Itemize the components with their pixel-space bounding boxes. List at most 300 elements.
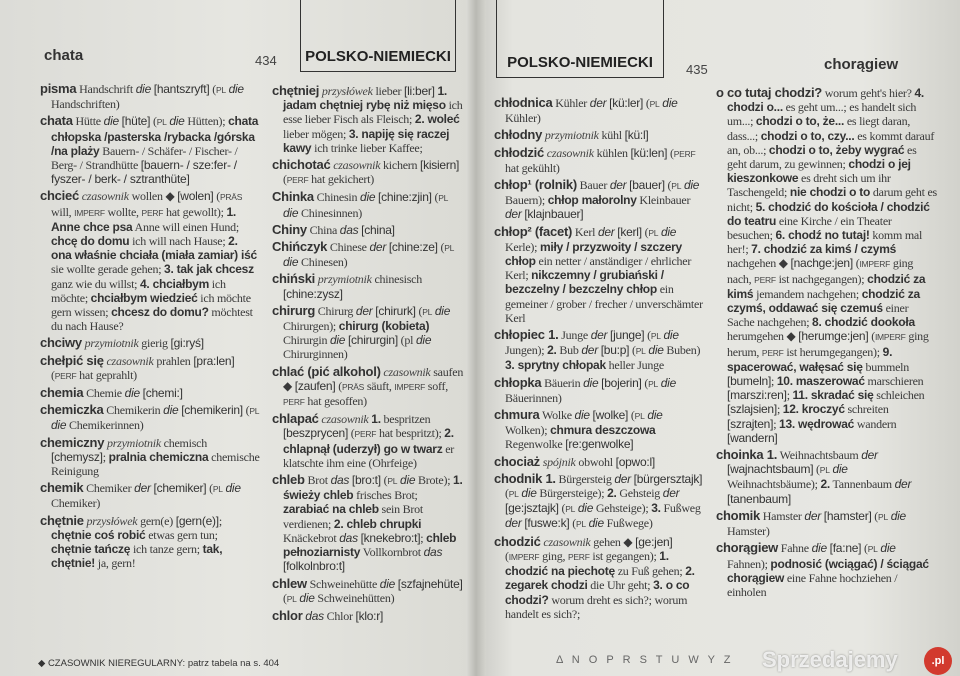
translation-text: ( xyxy=(380,473,388,488)
translation-text: lieber xyxy=(372,84,405,98)
translation-text: gehen ◆ xyxy=(590,534,636,549)
translation-text: ( xyxy=(868,329,875,344)
phrase: chcesz do domu? xyxy=(111,305,209,320)
pronunciation: [hüte] xyxy=(121,114,151,129)
article: die xyxy=(51,418,67,433)
headword: pisma xyxy=(40,81,77,96)
section-header-left xyxy=(300,0,456,72)
grammar-label: PL xyxy=(286,593,297,604)
pronunciation: [szrajten] xyxy=(727,416,774,431)
translation-text: lieber mögen; xyxy=(283,126,349,141)
article: die xyxy=(574,408,590,423)
translation-text: ich tanze gern; xyxy=(130,542,203,557)
article: die xyxy=(135,82,151,96)
translation-text: Schweinehütten) xyxy=(314,590,395,605)
translation-text: obwohl xyxy=(575,454,616,469)
dictionary-entry xyxy=(494,408,704,452)
pronunciation: [chirurk] xyxy=(375,303,416,318)
translation-text: ganz wie du willst; xyxy=(51,276,140,291)
headword: chlapać xyxy=(272,411,319,427)
translation-text: ( xyxy=(505,486,509,501)
translation-text: Chirurgin xyxy=(283,333,330,348)
phrase: 10. maszerować xyxy=(776,374,865,389)
translation-text: Junge xyxy=(558,328,591,343)
pronunciation: [chemiker] xyxy=(153,481,207,496)
translation-text: Weihnachtsbaum xyxy=(777,448,862,463)
translation-text: ( xyxy=(505,548,509,563)
translation-text: ist herumgegangen); xyxy=(783,344,883,359)
translation-text: ( xyxy=(335,378,342,393)
phrase: 9. spacerować, wałęsać się xyxy=(727,344,893,374)
grammar-label: PL xyxy=(565,504,576,515)
translation-text: Chemiker xyxy=(83,481,135,496)
translation-text: ; xyxy=(218,513,222,528)
headword: chociaż xyxy=(494,453,540,469)
phrase: 2. chlapnął (uderzył) go w twarz xyxy=(283,426,454,456)
pronunciation: [wandern] xyxy=(727,430,778,445)
translation-text: Bäuerin xyxy=(541,375,584,390)
dictionary-entry xyxy=(40,82,260,111)
grammar-label: PERF xyxy=(754,274,776,285)
translation-text: gern(e) xyxy=(137,513,176,528)
translation-text: ; xyxy=(773,416,780,431)
pronunciation: [fa:ne] xyxy=(829,541,862,556)
dictionary-entry xyxy=(494,128,704,142)
translation-text: Chlor xyxy=(323,608,356,623)
translation-text: ( xyxy=(206,481,213,496)
translation-text: chemische Reinigung xyxy=(51,449,260,479)
phrase: chodzić za kimś xyxy=(727,271,926,301)
translation-text: Fahne xyxy=(778,541,812,556)
translation-text: zu Fuß gehen; xyxy=(614,564,686,579)
pronunciation: [chirurgin] xyxy=(347,333,398,348)
translation-text: ; xyxy=(776,402,783,417)
grammar-label: PERF xyxy=(354,429,377,440)
phrase: chata chłopska /pasterska /rybacka /górska /na plaży xyxy=(51,114,259,158)
pronunciation: [fuswe:k] xyxy=(524,516,570,531)
article: der xyxy=(614,471,631,486)
article: die xyxy=(832,462,848,477)
article: der xyxy=(505,207,522,222)
article: die xyxy=(683,178,700,193)
translation-text: Gehsteig xyxy=(616,486,663,501)
section-label: POLSKO-NIEMIECKI xyxy=(507,54,653,71)
article: die xyxy=(283,205,299,220)
translation-text: es geht um...; es handelt sich um...; xyxy=(727,100,917,129)
translation-text: Bürgersteig xyxy=(555,471,615,486)
translation-text: kühlen xyxy=(593,145,631,160)
pronunciation: [szfajnehüte] xyxy=(397,576,463,591)
part-of-speech: przymiotnik xyxy=(84,336,139,351)
phrase: 12. kroczyć xyxy=(782,402,845,417)
translation-text: hat bespritzt); xyxy=(376,426,445,441)
dictionary-entry xyxy=(272,272,464,300)
grammar-label: PERF xyxy=(761,347,784,358)
translation-text: eine Kirche / ein Theater besuchen; xyxy=(727,213,892,243)
dictionary-entry xyxy=(716,86,938,445)
pronunciation: [knekebro:t] xyxy=(360,530,421,545)
translation-text: Hütten); xyxy=(184,114,229,129)
article: das xyxy=(423,545,443,560)
phrase: 11. skradać się xyxy=(792,388,874,403)
translation-text: Tannenbaum xyxy=(830,477,895,492)
phrase: chciałbym wiedzieć xyxy=(90,290,198,305)
translation-text: chemisch xyxy=(160,435,207,450)
phrase: 2. ona właśnie chciała (miała zamiar) iść xyxy=(51,234,257,263)
grammar-label: PRÄS xyxy=(341,381,365,392)
translation-text: Fußweg xyxy=(660,501,701,516)
translation-text: ein netter / anständiger / ehrlicher Kerl; xyxy=(505,254,692,283)
article: die xyxy=(890,508,906,523)
translation-text: Bäuerinnen) xyxy=(505,390,562,405)
headword: chodzić xyxy=(494,533,541,549)
phrase: 1. xyxy=(371,412,381,427)
part-of-speech: przysłówek xyxy=(86,513,138,528)
dictionary-entry xyxy=(272,365,464,410)
translation-text: Knäckebrot xyxy=(283,530,340,545)
translation-text: heller Junge xyxy=(605,358,664,373)
pronunciation: [nachge:jen] xyxy=(790,256,853,271)
translation-text: hat gekichert) xyxy=(308,172,374,187)
phrase: pralnia chemiczna xyxy=(108,449,209,464)
article: das xyxy=(339,530,358,545)
dictionary-entry xyxy=(40,336,260,350)
translation-text: jemandem nachgehen; xyxy=(753,286,862,301)
dictionary-entry xyxy=(494,146,704,175)
dictionary-entry xyxy=(272,304,464,362)
article: die xyxy=(360,190,376,205)
pronunciation: [chine:zjin] xyxy=(378,190,432,205)
article: die xyxy=(163,403,179,418)
article: der xyxy=(355,303,373,318)
grammar-label: PL xyxy=(648,227,659,238)
translation-text: Chemikerinnen) xyxy=(66,418,144,433)
translation-text: Kühler) xyxy=(505,111,541,126)
thumb-index: Δ N O P R S T U W Y Z xyxy=(556,654,734,666)
phrase: 4. chodzi o... xyxy=(727,86,924,115)
article: die xyxy=(434,303,451,318)
page-number-left: 434 xyxy=(255,53,277,68)
translation-text: Bauer xyxy=(576,178,610,193)
part-of-speech: czasownik xyxy=(81,189,129,204)
headword: chłopka xyxy=(494,374,542,390)
phrase: chłop małorolny xyxy=(547,193,637,208)
dictionary-entry xyxy=(272,158,464,187)
phrase: 13. wędrować xyxy=(779,416,855,431)
phrase: 2. chleb chrupki xyxy=(333,516,422,531)
pronunciation: [kisiern] xyxy=(420,158,460,173)
part-of-speech: przymiotnik xyxy=(317,272,372,287)
headword: chciwy xyxy=(40,335,82,351)
dictionary-entry xyxy=(272,412,464,470)
translation-text: es dreht sich um ihr Taschengeld; xyxy=(727,171,891,200)
translation-text: Jungen); xyxy=(505,343,548,358)
translation-text: er klatschte ihm eine (Ohrfeige) xyxy=(283,441,455,470)
grammar-label: PL xyxy=(212,484,223,495)
translation-text: ( xyxy=(813,462,820,477)
phrase: 5. chodzić do kościoła / chodzić do teatru xyxy=(727,199,930,228)
article: die xyxy=(662,96,678,110)
pronunciation: [china] xyxy=(361,222,395,237)
dictionary-entry xyxy=(716,448,938,506)
translation-text: ( xyxy=(431,190,439,205)
phrase: 8. chodzić dookoła xyxy=(812,315,915,330)
phrase: miły / przyzwoity / szczery chłop xyxy=(505,239,682,269)
phrase: 3. tak jak chcesz xyxy=(164,262,254,277)
grammar-label: PL xyxy=(648,378,658,389)
translation-text: wollen ◆ xyxy=(128,189,178,204)
dictionary-entry xyxy=(272,84,464,155)
pronunciation: [re:genwolke] xyxy=(565,437,634,452)
translation-text: komm mal her!; xyxy=(727,228,923,257)
headword: chłop¹ (rolnik) xyxy=(494,177,577,193)
grammar-label: PL xyxy=(438,193,449,204)
translation-text: ( xyxy=(437,240,445,255)
article: der xyxy=(134,481,151,496)
translation-text: worum dreht es sich?; worum handelt es sich?; xyxy=(505,592,688,621)
grammar-label: PL xyxy=(878,511,888,522)
headword: chlew xyxy=(272,575,307,591)
grammar-label: PL xyxy=(508,489,519,500)
grammar-label: PL xyxy=(634,411,645,422)
dictionary-entry xyxy=(272,223,464,237)
dictionary-entry xyxy=(40,354,260,383)
dictionary-entry xyxy=(40,436,260,479)
pronunciation: [pra:len] xyxy=(193,353,235,368)
translation-text: Kühler xyxy=(552,96,590,110)
translation-text: (pl xyxy=(397,333,416,348)
section-label: POLSKO-NIEMIECKI xyxy=(305,48,451,65)
part-of-speech: czasownik xyxy=(333,158,381,173)
pronunciation: [chemikerin] xyxy=(181,403,243,418)
translation-text: hat gekühlt) xyxy=(505,160,560,175)
translation-text: Chinesen) xyxy=(298,255,348,270)
translation-text: ( xyxy=(667,145,674,160)
dictionary-entry xyxy=(272,577,464,606)
translation-text: Chinesin xyxy=(313,190,361,205)
translation-text: ich trinke lieber Kaffee; xyxy=(311,140,423,155)
translation-text: Brot xyxy=(304,473,331,488)
phrase: chętnie coś robić xyxy=(51,527,146,542)
translation-text: Handschrift xyxy=(76,82,136,96)
translation-text: kichern xyxy=(380,158,421,173)
dictionary-entry xyxy=(40,114,260,186)
phrase: chleb pełnoziarnisty xyxy=(283,530,457,560)
grammar-label: IMPERF xyxy=(394,381,426,392)
translation-text: ( xyxy=(569,516,576,531)
phrase: chodzi o jej kieszonkowe xyxy=(727,157,911,186)
dictionary-entry xyxy=(494,328,704,373)
translation-text: bespritzen xyxy=(380,412,431,427)
headword: chłodnica xyxy=(494,95,553,110)
pronunciation: [bumeln] xyxy=(727,374,772,389)
translation-text: Kerle); xyxy=(505,239,540,254)
headword: chłodny xyxy=(494,127,543,143)
pronunciation: [marszi:ren] xyxy=(727,388,787,403)
part-of-speech: przymiotnik xyxy=(106,435,161,450)
translation-text: soff, xyxy=(425,378,448,393)
translation-text: ( xyxy=(643,96,650,110)
watermark-logo: Sprzedajemy xyxy=(762,647,898,672)
pronunciation: [tanenbaum] xyxy=(727,491,791,506)
translation-text: Schweinehütte xyxy=(306,576,380,591)
translation-text: Vollkornbrot xyxy=(360,545,424,560)
part-of-speech: przymiotnik xyxy=(544,128,599,143)
part-of-speech: czasownik xyxy=(383,364,431,379)
article: die xyxy=(648,343,664,358)
phrase: 7. chodzić za kimś / czymś xyxy=(751,242,897,257)
translation-text: sein Brot verdienen; xyxy=(283,502,423,531)
grammar-label: PL xyxy=(444,243,455,254)
pronunciation: [szlajsien] xyxy=(727,402,777,417)
translation-text: nachgehen ◆ xyxy=(727,256,791,271)
translation-text: säuft, xyxy=(364,378,395,393)
phrase: 2. xyxy=(547,343,557,358)
headword: chodnik 1. xyxy=(494,470,556,486)
pronunciation: [li:ber] xyxy=(404,84,435,98)
dictionary-entry xyxy=(716,541,938,599)
translation-text: ( xyxy=(283,172,287,187)
dictionary-entry xyxy=(494,225,704,325)
headword: chmura xyxy=(494,407,540,423)
article: der xyxy=(589,96,607,110)
phrase: 1. jadam chętniej rybę niż mięso xyxy=(283,84,447,113)
left-column-2 xyxy=(272,84,464,626)
article: der xyxy=(590,328,608,343)
translation-text: marschieren xyxy=(864,374,924,389)
translation-text: worum geht's hier? xyxy=(822,86,915,100)
right-column-1 xyxy=(494,96,704,624)
phrase: nie chodzi o to xyxy=(789,185,871,200)
article: die xyxy=(880,541,896,556)
grammar-label: PERF xyxy=(567,551,590,562)
pronunciation: [ge:jsztajk] xyxy=(505,501,559,516)
headword: chomik xyxy=(716,507,761,523)
phrase: 1. chodzić na piechotę xyxy=(505,548,669,579)
dictionary-entry xyxy=(494,472,704,532)
headword: chłopiec 1. xyxy=(494,327,559,343)
article: die xyxy=(811,541,827,556)
article: die xyxy=(103,114,119,129)
grammar-label: PL xyxy=(249,406,260,417)
dictionary-entry xyxy=(272,609,464,623)
footer-note: ◆ CZASOWNIK NIEREGULARNY: patrz tabela na s. 404 xyxy=(38,658,280,669)
pronunciation: [ge:jen] xyxy=(635,534,673,549)
pronunciation: [opwo:l] xyxy=(615,454,655,469)
translation-text: Brote); xyxy=(415,473,454,488)
translation-text: Chirurginnen) xyxy=(283,347,348,362)
pronunciation: [kü:len] xyxy=(630,145,668,160)
article: der xyxy=(597,224,615,239)
article: die xyxy=(379,576,396,591)
translation-text: ( xyxy=(664,178,672,193)
dictionary-entry xyxy=(494,535,704,621)
translation-text: Kerl xyxy=(572,224,598,239)
phrase: 2. zegarek chodzi xyxy=(505,564,695,593)
translation-text: ist gegangen); xyxy=(589,548,660,563)
translation-text: Hütte xyxy=(72,114,104,129)
phrase: 3. napiję się raczej kawy xyxy=(283,126,450,155)
translation-text: China xyxy=(306,222,340,237)
pronunciation: [gern(e)] xyxy=(175,513,219,528)
translation-text: hat gewollt); xyxy=(163,204,227,219)
article: die xyxy=(577,501,594,516)
translation-text: ( xyxy=(628,408,635,423)
translation-text: ich möchte gern wissen; xyxy=(51,290,251,320)
grammar-label: PL xyxy=(671,181,682,192)
dictionary-entry xyxy=(272,473,464,573)
left-column-1 xyxy=(40,82,260,574)
translation-text: Bub xyxy=(556,343,582,358)
translation-text: Gehsteige); xyxy=(593,501,652,516)
translation-text: prahlen xyxy=(153,353,194,368)
translation-text: ( xyxy=(641,375,649,390)
pronunciation: [herumge:jen] xyxy=(798,329,869,344)
translation-text: Bauern- / Schäfer- / Fischer- / Berg- / Strandhütte xyxy=(51,143,238,173)
translation-text: ( xyxy=(629,343,636,358)
dictionary-entry xyxy=(40,481,260,510)
pronunciation: [gi:ryś] xyxy=(170,336,204,351)
translation-text: Hamster xyxy=(760,508,805,523)
book-gutter xyxy=(466,0,486,676)
article: die xyxy=(169,114,185,129)
article: die xyxy=(228,82,244,96)
translation-text: bummeln xyxy=(862,359,910,374)
phrase: chcę do domu xyxy=(51,234,130,249)
translation-text: Chemikerin xyxy=(103,403,164,418)
translation-text: schreiten xyxy=(844,402,889,417)
translation-text: will, xyxy=(51,204,75,219)
headword: chcieć xyxy=(40,188,79,204)
grammar-label: PL xyxy=(649,99,660,109)
translation-text: es geht darum, zu gewinnen; xyxy=(727,142,917,172)
translation-text: ging herum, xyxy=(727,329,929,359)
dictionary-entry xyxy=(40,403,260,432)
pronunciation: [kü:l] xyxy=(624,128,649,143)
pronunciation: [chine:ze] xyxy=(388,240,438,255)
translation-text: ( xyxy=(348,426,355,441)
article: der xyxy=(894,477,912,492)
translation-text: hat geprahlt) xyxy=(76,367,137,382)
phrase: chodzić za czymś, oddawać się czemuś xyxy=(727,286,920,316)
translation-text: ja, gern! xyxy=(95,556,136,571)
article: der xyxy=(662,486,680,501)
translation-text: wandern xyxy=(854,416,897,431)
pronunciation: [hantszryft] xyxy=(153,82,210,96)
headword: chata xyxy=(40,113,73,129)
pronunciation: [bojerin] xyxy=(601,375,642,390)
translation-text: ich esse lieber Fisch als Fleisch; xyxy=(283,98,463,127)
translation-text: ist nachgegangen); xyxy=(775,271,868,286)
headword: chlor xyxy=(272,607,303,623)
article: der xyxy=(505,516,522,531)
translation-text: Chirurgen); xyxy=(283,319,339,334)
translation-text: eine Fahne hochziehen / einholen xyxy=(727,570,898,599)
pronunciation: [bauer] xyxy=(629,178,665,193)
headword: chemiczny xyxy=(40,434,105,450)
article: die xyxy=(588,516,604,531)
translation-text: ( xyxy=(861,541,868,556)
pronunciation: [zaufen] xyxy=(294,378,336,393)
translation-text: ging nach, xyxy=(727,256,914,286)
headword: chiński xyxy=(272,271,316,287)
dictionary-entry xyxy=(716,509,938,538)
translation-text: ( xyxy=(641,224,649,239)
pronunciation: [bauern- / sze:fer- / fyszer- / berk- / sztranthüte] xyxy=(51,158,237,187)
translation-text: einer Sache nachgehen; xyxy=(727,301,909,330)
pronunciation: [klajnbauer] xyxy=(524,207,584,222)
article: die xyxy=(299,590,315,605)
